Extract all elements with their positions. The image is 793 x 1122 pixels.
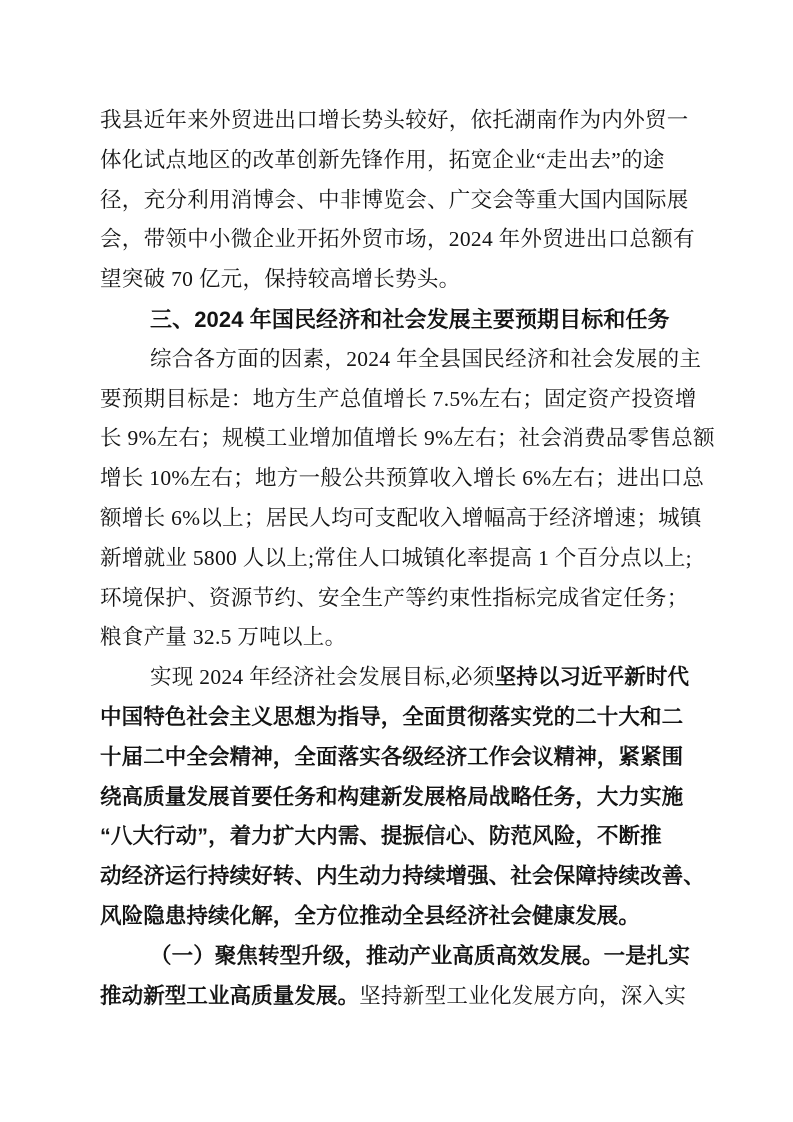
emphasis-segment: “八大行动”，着力扩大内需、提振信心、防范风险，不断推 [100, 824, 662, 849]
text-line [100, 977, 692, 1017]
text-segment: 综合各方面的因素，2024 年全县国民经济和社会发展的主 [150, 346, 702, 371]
emphasis-segment: 坚持以习近平新时代 [494, 665, 690, 690]
emphasis-segment: （一）聚焦转型升级，推动产业高质高效发展。一是扎实 [150, 943, 691, 968]
text-line [100, 499, 702, 539]
text-segment: 长 9%左右；规模工业增加值增长 9%左右；社会消费品零售总额 [100, 426, 715, 451]
text-segment: 环境保护、资源节约、安全生产等约束性指标完成省定任务； [100, 585, 689, 610]
text-line [100, 579, 692, 619]
text-segment: 会，带领中小微企业开拓外贸市场，2024 年外贸进出口总额有 [100, 227, 695, 252]
emphasis-segment: 中国特色社会主义思想为指导，全面贯彻落实党的二十大和二 [100, 704, 684, 729]
text-segment: 坚持新型工业化发展方向，深入实 [359, 983, 687, 1008]
text-segment: 额增长 6%以上；居民人均可支配收入增幅高于经济增速；城镇 [100, 505, 702, 530]
text-segment: 粮食产量 32.5 万吨以上。 [100, 625, 347, 650]
text-line [100, 220, 695, 260]
text-line [100, 380, 697, 420]
text-line [100, 658, 692, 698]
text-line [100, 539, 692, 579]
text-line [100, 738, 692, 778]
text-line [100, 857, 705, 897]
text-line [100, 101, 692, 141]
emphasis-segment: 风险隐患持续化解，全方位推动全县经济社会健康发展。 [100, 903, 641, 928]
text-segment: 我县近年来外贸进出口增长势头较好，依托湖南作为内外贸一 [100, 108, 689, 132]
text-line [100, 181, 692, 221]
text-segment: 体化试点地区的改革创新先锋作用，拓宽企业“走出去”的途 [100, 147, 665, 172]
text-line [100, 141, 692, 181]
text-line [100, 778, 692, 818]
text-line [100, 419, 715, 459]
emphasis-segment: 动经济运行持续好转、内生动力持续增强、社会保障持续改善、 [100, 864, 705, 889]
text-segment: 实现 2024 年经济社会发展目标,必须 [150, 665, 495, 690]
text-line [100, 260, 692, 300]
emphasis-segment: 绕高质量发展首要任务和构建新发展格局战略任务，大力实施 [100, 784, 684, 809]
text-segment: 径，充分利用消博会、中非博览会、广交会等重大国内国际展 [100, 187, 689, 212]
emphasis-segment: 十届二中全会精神，全面落实各级经济工作会议精神，紧紧围 [100, 744, 684, 769]
text-segment: 新增就业 5800 人以上;常住人口城镇化率提高 1 个百分点以上; [100, 545, 692, 570]
text-line [100, 897, 692, 937]
text-segment: 望突破 70 亿元，保持较高增长势头。 [100, 267, 461, 292]
text-line [100, 698, 692, 738]
text-line [100, 340, 702, 380]
text-block [100, 101, 715, 1016]
text-segment: 增长 10%左右；地方一般公共预算收入增长 6%左右；进出口总 [100, 466, 705, 491]
text-line [100, 937, 692, 977]
section-heading-text: 三、2024 年国民经济和社会发展主要预期目标和任务 [150, 306, 670, 332]
emphasis-segment: 推动新型工业高质量发展。 [100, 983, 360, 1008]
text-segment: 要预期目标是：地方生产总值增长 7.5%左右；固定资产投资增 [100, 386, 697, 411]
section-heading [100, 300, 692, 340]
text-line [100, 618, 692, 658]
text-line [100, 459, 705, 499]
text-line [100, 817, 692, 857]
